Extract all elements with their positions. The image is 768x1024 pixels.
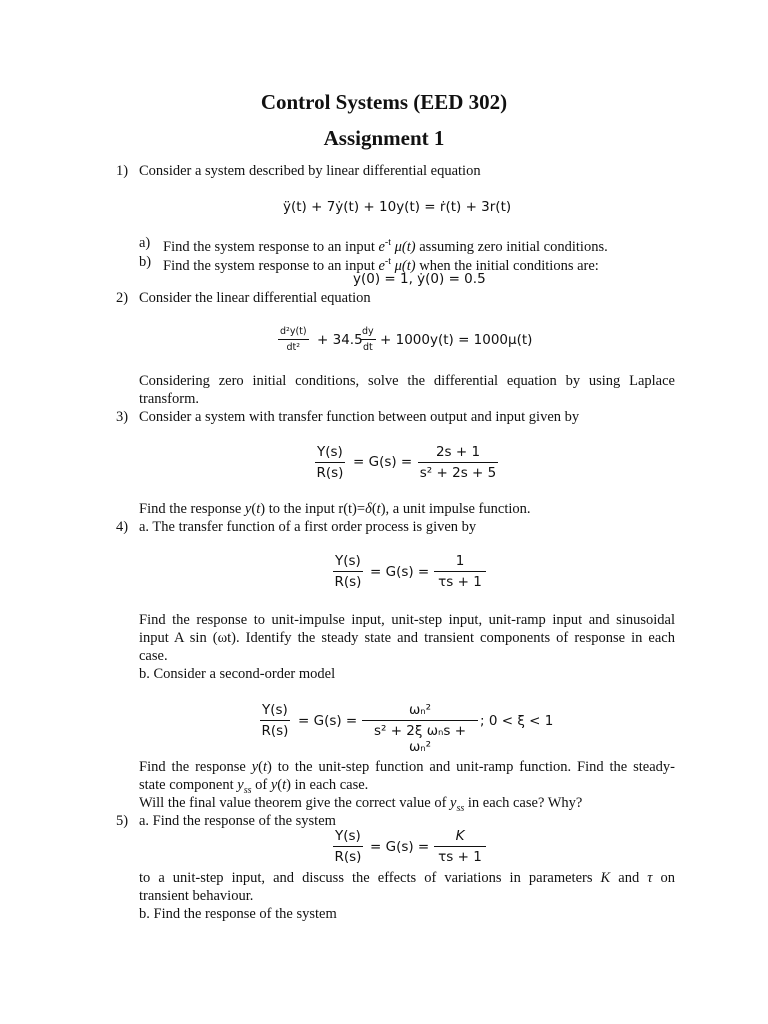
q1a-text: Find the system response to an input $e^{-t}$ μ(t) assuming zero initial conditions. — [163, 237, 608, 255]
q4-number: 4) — [116, 519, 129, 535]
q1-text: Consider a system described by linear differential equation — [139, 163, 481, 179]
q5-number: 5) — [116, 813, 129, 829]
q2-fraction-second-derivative: $\frac{\text{d²y(t)}}{\text{dt²}}$ — [280, 326, 307, 353]
q5a-text: a. Find the response of the system — [139, 813, 336, 829]
q1a-label: a) — [139, 235, 151, 251]
q2-note-line2: transform. — [139, 391, 199, 407]
q2-text: Consider the linear differential equation — [139, 290, 371, 306]
q1b-label: b) — [139, 254, 152, 270]
q4a-rhs-fraction: $\frac{1}{\tau s + 1}$ — [434, 553, 486, 590]
q4b-para-line2: state component $y_{ss}$ of y(t) in each case. — [139, 777, 369, 796]
q3-response-text: Find the response y(t) to the input r(t)=δ(t), a unit impulse function. — [139, 501, 531, 517]
q5a-rhs-fraction: $\frac{K}{\tau s + 1}$ — [434, 828, 486, 865]
q5a-para-line1: to a unit-step input, and discuss the effects of variations in parameters K and τ on — [139, 870, 676, 886]
q4b-condition: ; 0 < ξ < 1 — [480, 713, 554, 729]
q4b-para-line3: Will the final value theorem give the correct value of $y_{ss}$ in each case? Why? — [139, 795, 583, 814]
q3-rhs-fraction: $\frac{2s + 1}{\text{s² + 2s + 5}}$ — [419, 444, 497, 481]
q4a-para-line1: Find the response to unit-impulse input, unit-step input, unit-ramp input and sinusoidal — [139, 612, 675, 628]
q3-text: Consider a system with transfer function between output and input given by — [139, 409, 580, 425]
q4b-para-line1: Find the response y(t) to the unit-step function and unit-ramp function. Find the steady- — [139, 759, 675, 775]
q5b-text: b. Find the response of the system — [139, 906, 337, 922]
q3-lhs-fraction: $\frac{Y(s)}{R(s)}$ — [316, 444, 344, 481]
q4b-text: b. Consider a second-order model — [139, 666, 336, 682]
assignment-title: Assignment 1 — [323, 126, 445, 150]
q1-equation: ÿ(t) + 7ẏ(t) + 10y(t) = ṙ(t) + 3r(t) — [283, 199, 512, 215]
q4b-rhs-fraction: ωₙ² s² + 2ξ ωₙs + ωₙ² — [362, 702, 478, 755]
q1-number: 1) — [116, 163, 129, 179]
q5a-lhs-fraction: $\frac{Y(s)}{R(s)}$ — [334, 828, 362, 865]
q1b-text: Find the system response to an input $e^{-t}$ μ(t) when the initial conditions are: — [163, 256, 599, 274]
course-title: Control Systems (EED 302) — [260, 90, 508, 114]
q4a-para-line2: input A sin (ωt). Identify the steady state and transient components of response in each — [139, 630, 675, 646]
q4b-lhs-fraction: $\frac{Y(s)}{R(s)}$ — [261, 702, 289, 739]
q4a-text: a. The transfer function of a first order process is given by — [139, 519, 477, 535]
q2-fraction-first-derivative: $\frac{dy}{dt}$ — [362, 326, 374, 353]
q4a-equals: = G(s) = — [370, 564, 430, 580]
q5a-para-line2: transient behaviour. — [139, 888, 254, 904]
q3-number: 3) — [116, 409, 129, 425]
q1-initial-conditions: y(0) = 1, ẏ(0) = 0.5 — [353, 271, 486, 287]
q3-equals: = G(s) = — [353, 454, 413, 470]
q2-coefficient: + 34.5 — [317, 332, 363, 348]
q2-number: 2) — [116, 290, 129, 306]
q2-note-line1: Considering zero initial conditions, solve the differential equation by using Laplace — [139, 373, 675, 389]
q4a-para-line3: case. — [139, 648, 168, 664]
q4a-lhs-fraction: $\frac{Y(s)}{R(s)}$ — [334, 553, 362, 590]
q4b-equals: = G(s) = — [298, 713, 358, 729]
q2-equation-rest: + 1000y(t) = 1000μ(t) — [380, 332, 533, 348]
q5a-equals: = G(s) = — [370, 839, 430, 855]
